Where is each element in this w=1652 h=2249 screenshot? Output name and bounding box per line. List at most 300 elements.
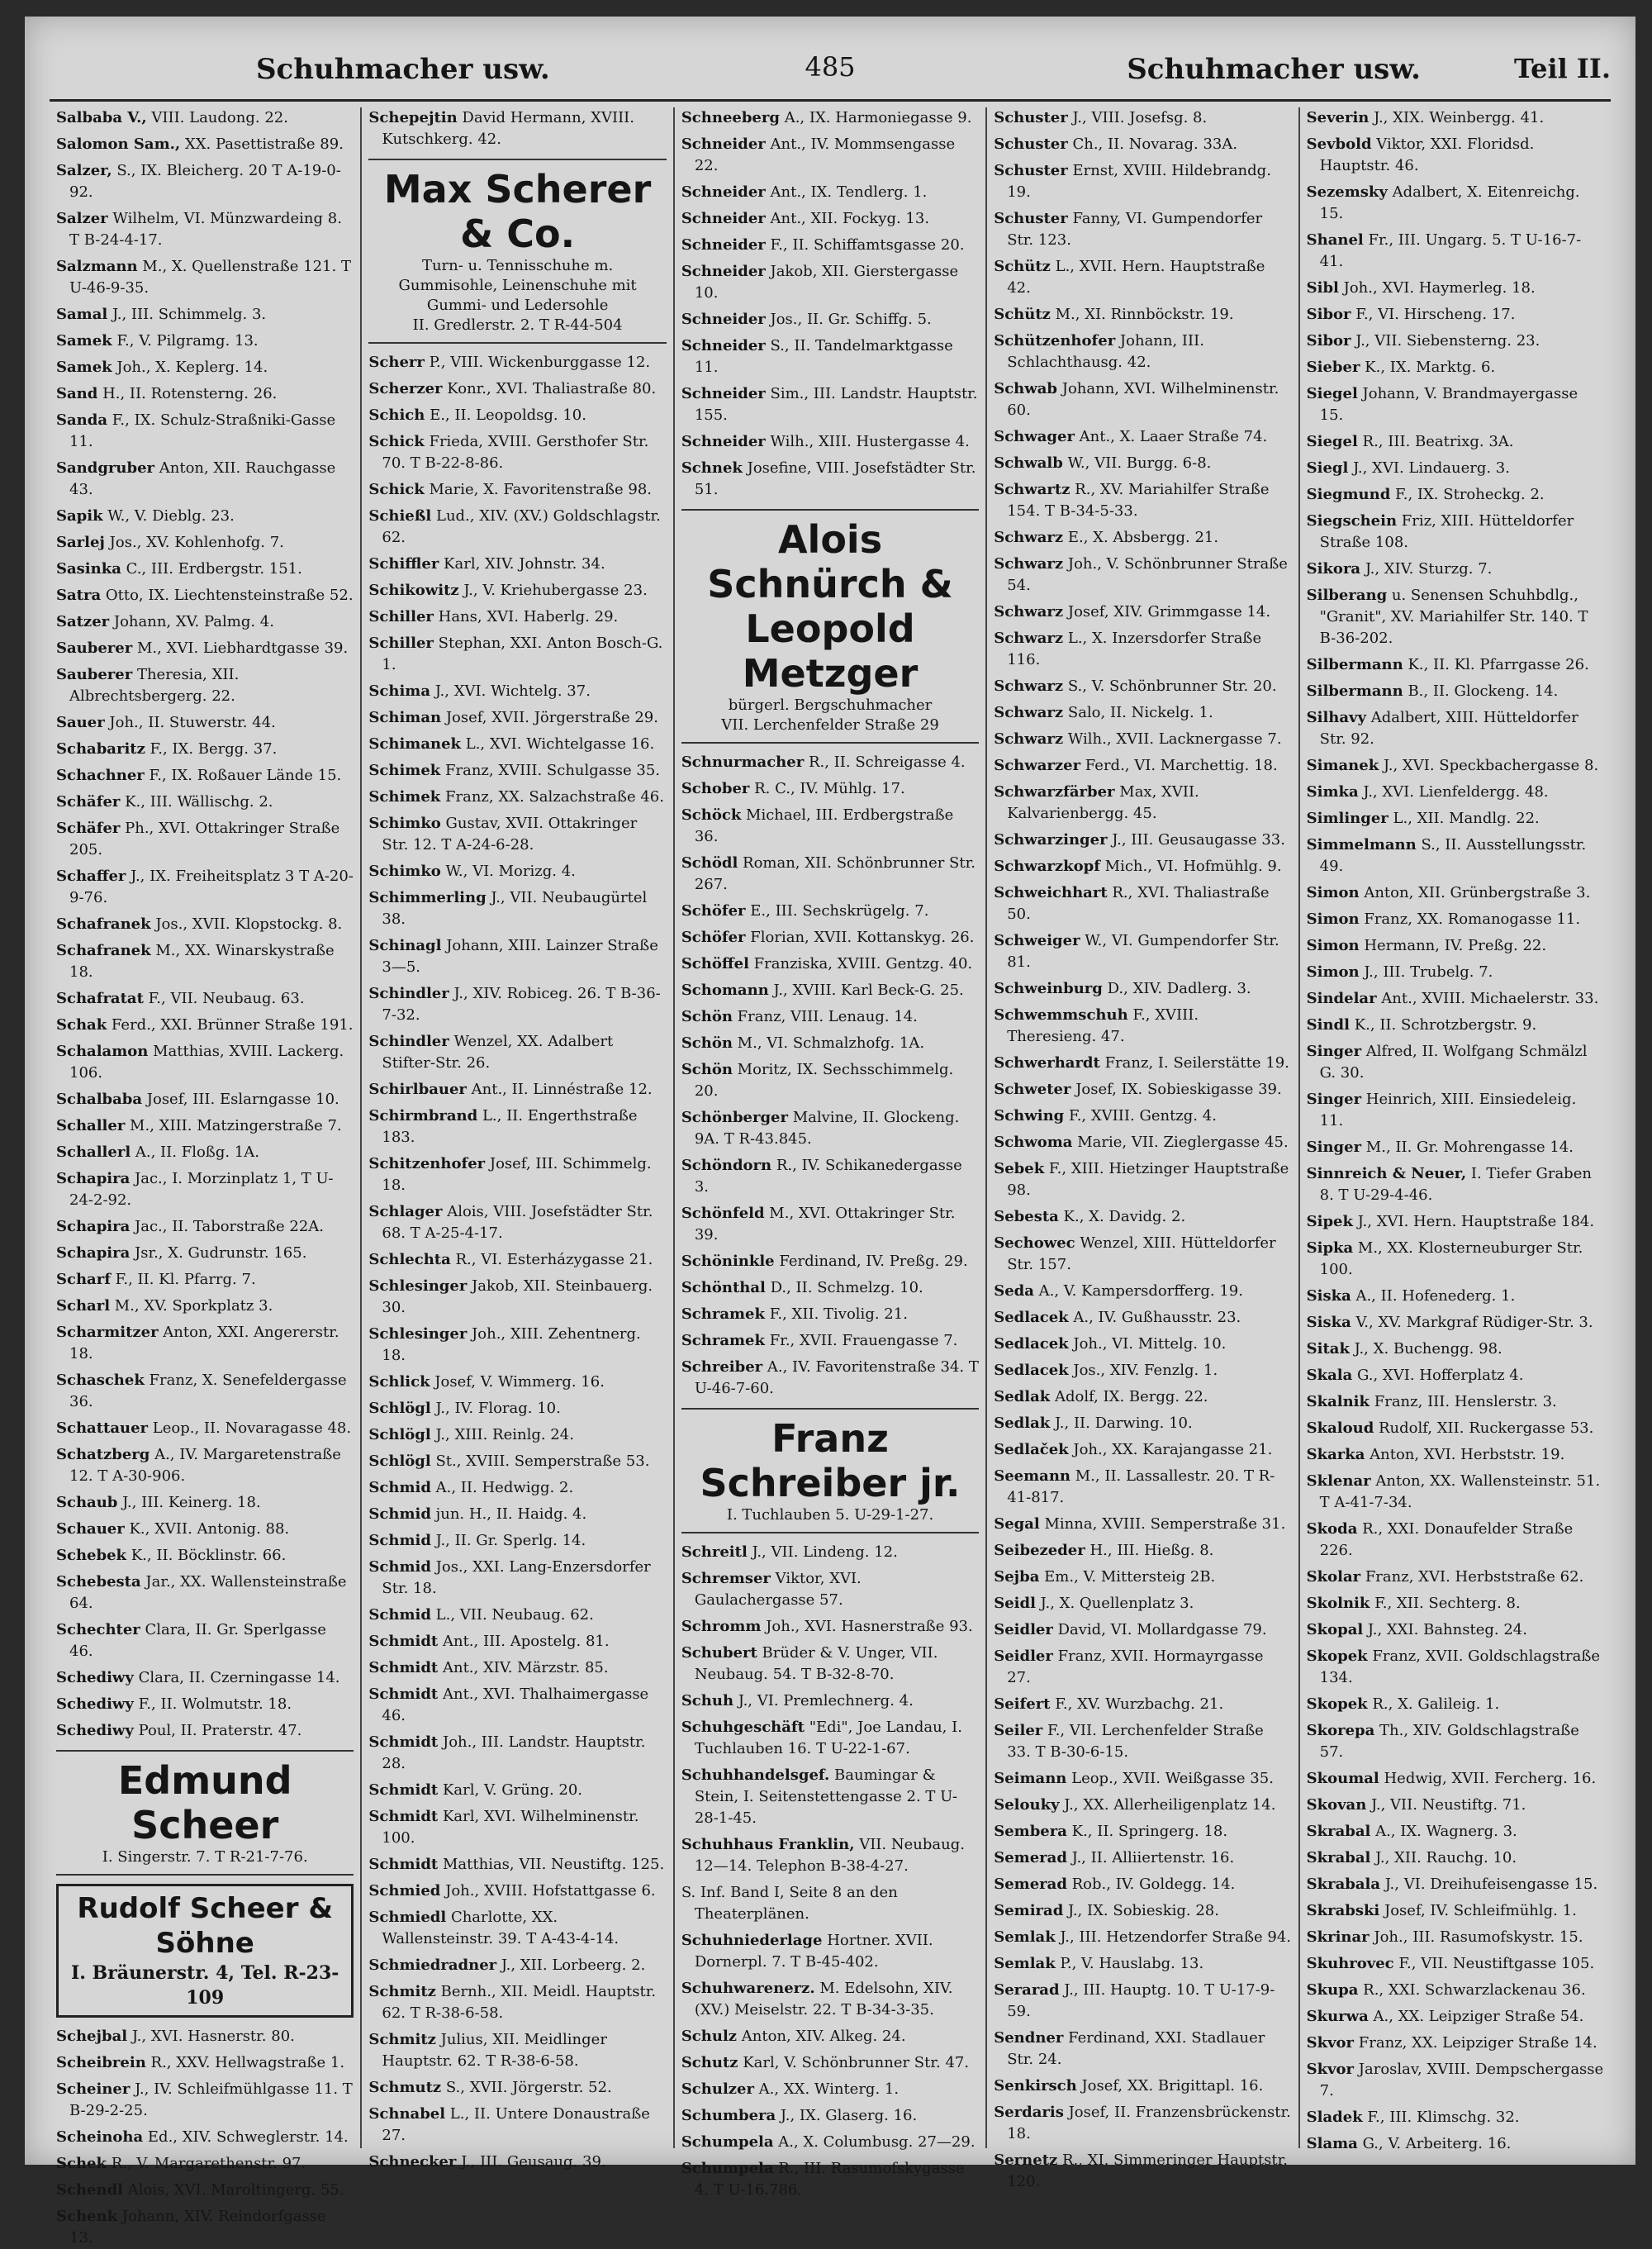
entry-details: M. Edelsohn, XIV. (XV.) Meiselstr. 22. T B-34-3-35.: [694, 1980, 953, 2018]
entry-details: A., II. Hedwigg. 2.: [430, 1479, 574, 1496]
directory-entry: [994, 453, 1291, 474]
entry-details: R., XXV. Hellwagstraße 1.: [145, 2054, 345, 2071]
entry-name: Schuhhandelsgef.: [681, 1766, 830, 1784]
entry-details: K., XVII. Antonig. 88.: [124, 1520, 290, 1538]
entry-name: Skoda: [1306, 1520, 1358, 1538]
entry-details: jun. H., II. Haidg. 4.: [430, 1505, 587, 1523]
directory-entry: [1307, 1900, 1604, 1922]
entry-details: Ant., XVIII. Michaelerstr. 33.: [1376, 990, 1599, 1007]
entry-details: Konr., XVI. Thaliastraße 80.: [442, 380, 657, 397]
directory-entry: [1307, 654, 1604, 676]
entry-name: Schima: [368, 682, 430, 700]
entry-name: Schaffer: [56, 868, 126, 885]
entry-name: Schmid: [368, 1479, 431, 1496]
entry-name: Schirmbrand: [368, 1107, 478, 1124]
directory-entry: [56, 638, 354, 659]
directory-entry: [368, 1732, 666, 1775]
entry-name: Schönberger: [681, 1109, 788, 1126]
entry-name: Schreiber: [681, 1358, 763, 1376]
directory-entry: [56, 107, 354, 129]
directory-entry: [994, 930, 1291, 973]
directory-entry: [994, 1132, 1291, 1153]
directory-entry: [1307, 585, 1604, 649]
entry-details: Adalbert, XIII. Hütteldorfer Str. 92.: [1319, 709, 1578, 748]
entry-details: L., XII. Mandlg. 22.: [1388, 810, 1540, 827]
entry-details: Leop., XVII. Weißgasse 35.: [1066, 1770, 1274, 1787]
directory-entry: [994, 1466, 1291, 1509]
entry-name: Schwemmschuh: [994, 1006, 1128, 1024]
entry-name: Skaloud: [1306, 1419, 1374, 1437]
directory-entry: [56, 2079, 354, 2122]
entry-details: Rudolf, XII. Ruckergasse 53.: [1374, 1419, 1594, 1437]
directory-entry: [1307, 2107, 1604, 2128]
entry-name: Schönthal: [681, 1279, 766, 1296]
entry-name: Schneider: [681, 263, 766, 280]
entry-name: Singer: [1306, 1091, 1362, 1108]
directory-entry: [994, 1206, 1291, 1228]
entry-details: S. Inf. Band I, Seite 8 an den Theaterplänen.: [681, 1884, 898, 1923]
directory-entry: [994, 1980, 1291, 2023]
header-right: Schuhmacher usw.: [1127, 53, 1421, 86]
entry-name: Schmid: [368, 1532, 431, 1549]
entry-name: Seifert: [994, 1695, 1051, 1713]
directory-entry: [368, 606, 666, 628]
directory-entry: [56, 458, 354, 501]
directory-entry: [994, 1307, 1291, 1329]
entry-name: Satzer: [56, 613, 110, 630]
entry-name: Schuhgeschäft: [681, 1719, 805, 1736]
entry-name: Schwing: [994, 1107, 1065, 1124]
entry-details: M., XVI. Ottakringer Str. 39.: [694, 1205, 956, 1243]
entry-name: Schneider: [681, 236, 766, 254]
directory-entry: [368, 1955, 666, 1976]
entry-name: Schneider: [681, 337, 766, 354]
entry-name: Skrabal: [1306, 1823, 1371, 1840]
directory-entry: [56, 765, 354, 787]
entry-details: Franziska, XVIII. Gentzg. 40.: [748, 955, 973, 972]
entry-details: R., III. Beatrixg. 3A.: [1357, 433, 1514, 450]
entry-details: Jar., XX. Wallensteinstraße 64.: [69, 1573, 347, 1612]
entry-details: R., XVI. Thaliastraße 50.: [1007, 884, 1270, 923]
directory-entry: [994, 378, 1291, 421]
directory-entry: [1307, 681, 1604, 702]
directory-entry: [368, 1907, 666, 1950]
entry-details: J., VII. Neubaugürtel 38.: [382, 889, 648, 928]
entry-name: Schweiger: [994, 932, 1080, 949]
directory-entry: [368, 1557, 666, 1600]
directory-entry: [368, 2077, 666, 2099]
directory-entry: [56, 1545, 354, 1567]
directory-entry: [1307, 1927, 1604, 1948]
entry-details: Josefine, VIII. Josefstädter Str. 51.: [694, 459, 976, 498]
directory-entry: [368, 580, 666, 601]
entry-details: P., VIII. Wickenburggasse 12.: [424, 354, 651, 371]
directory-entry: [368, 935, 666, 978]
entry-details: Poul, II. Praterstr. 47.: [133, 1722, 302, 1739]
directory-page: [25, 17, 1635, 2247]
entry-name: Schick: [368, 433, 425, 450]
entry-name: Schmid: [368, 1606, 431, 1624]
ad-title: Rudolf Scheer & Söhne: [77, 1892, 333, 1960]
entry-details: Anton, XIV. Alkeg. 24.: [737, 2028, 906, 2045]
entry-details: F., VII. Lerchenfelder Straße 33. T B-30-6-15.: [1007, 1722, 1264, 1761]
entry-name: Sevbold: [1306, 136, 1372, 153]
entry-name: Sasinka: [56, 560, 121, 578]
entry-details: A., IV. Margaretenstraße 12. T A-30-906.: [69, 1446, 341, 1485]
entry-details: Karl, XVI. Wilhelminenstr. 100.: [382, 1808, 639, 1847]
directory-entry: [681, 1304, 979, 1325]
entry-name: Skorepa: [1306, 1722, 1375, 1739]
entry-name: Sezemsky: [1306, 183, 1388, 201]
column-3: [675, 107, 987, 2199]
entry-name: Simon: [1306, 937, 1360, 954]
entry-name: Schulz: [681, 2028, 738, 2045]
entry-name: Simon: [1306, 884, 1360, 901]
directory-entry: [368, 681, 666, 702]
directory-entry: [1307, 882, 1604, 904]
entry-details: R., XI. Simmeringer Hauptstr. 120.: [1007, 2152, 1288, 2190]
entry-details: J., II. Gr. Sperlg. 14.: [430, 1532, 586, 1549]
entry-name: Schießl: [368, 507, 432, 525]
entry-name: Schober: [681, 780, 750, 797]
directory-entry: [368, 1684, 666, 1727]
entry-details: Gustav, XVII. Ottakringer Str. 12. T A-24-6-28.: [382, 815, 638, 853]
entry-name: Silhavy: [1306, 709, 1366, 726]
entry-name: Schebek: [56, 1547, 127, 1564]
entry-name: Skoumal: [1306, 1770, 1379, 1787]
directory-entry: [1307, 1391, 1604, 1413]
entry-details: Minna, XVIII. Semperstraße 31.: [1039, 1515, 1286, 1533]
entry-name: Schmitz: [368, 2031, 436, 2048]
entry-name: Schmidt: [368, 1781, 439, 1799]
entry-name: Schiller: [368, 635, 434, 652]
entry-name: Schöninkle: [681, 1253, 775, 1270]
entry-details: A., IV. Gußhausstr. 23.: [1068, 1309, 1241, 1326]
directory-entry: [368, 734, 666, 755]
entry-details: J., IV. Schleifmühlgasse 11. T B-29-2-25.: [69, 2080, 353, 2119]
entry-name: Skurwa: [1306, 2008, 1369, 2025]
entry-name: Siegel: [1306, 433, 1358, 450]
entry-details: K., IX. Marktg. 6.: [1360, 359, 1496, 376]
entry-details: M., VI. Schmalzhofg. 1A.: [732, 1034, 925, 1052]
entry-details: K., II. Böcklinstr. 66.: [126, 1547, 287, 1564]
directory-entry: [1307, 935, 1604, 957]
directory-entry: [994, 2075, 1291, 2097]
entry-details: J., II. Alliiertenstr. 16.: [1066, 1849, 1235, 1866]
entry-details: Joh., XVI. Hasnerstraße 93.: [761, 1618, 973, 1635]
directory-entry: [1307, 1338, 1604, 1360]
entry-details: J., XVI. Speckbachergasse 8.: [1379, 757, 1599, 774]
directory-entry: [368, 1477, 666, 1499]
directory-entry: [56, 330, 354, 352]
advertisement: [681, 509, 979, 744]
directory-entry: [368, 1276, 666, 1319]
directory-entry: [994, 755, 1291, 777]
column-5: [1300, 107, 1611, 2152]
directory-entry: [1307, 304, 1604, 326]
entry-name: Schwarz: [994, 555, 1064, 573]
directory-entry: [368, 1424, 666, 1446]
directory-entry: [994, 1900, 1291, 1922]
directory-entry: [56, 410, 354, 453]
entry-name: Schuhniederlage: [681, 1932, 823, 1949]
directory-entry: [681, 901, 979, 922]
entry-name: Schediwy: [56, 1722, 134, 1739]
entry-details: J., VI. Premlechnerg. 4.: [733, 1692, 914, 1709]
directory-entry: [368, 1780, 666, 1801]
entry-details: Ferd., XXI. Brünner Straße 191.: [107, 1016, 354, 1034]
entry-name: Schwarz: [994, 704, 1064, 721]
entry-details: M., II. Gr. Mohrengasse 14.: [1361, 1139, 1574, 1156]
entry-details: H., II. Rotensterng. 26.: [97, 385, 278, 402]
entry-name: Salbaba V.,: [56, 109, 147, 126]
directory-entry: [681, 1542, 979, 1563]
entry-details: XX. Pasettistraße 89.: [180, 136, 344, 153]
entry-details: F., VI. Hirscheng. 17.: [1351, 306, 1516, 323]
entry-details: Jos., XVII. Klopstockg. 8.: [150, 915, 343, 933]
directory-entry: [1307, 1619, 1604, 1641]
directory-entry: [994, 782, 1291, 825]
entry-details: u. Senensen Schuhbdlg., "Granit", XV. Mariahilfer Str. 140. T B-36-202.: [1319, 587, 1588, 647]
entry-name: Schuster: [994, 109, 1068, 126]
entry-details: Ch., II. Novarag. 33A.: [1067, 136, 1238, 153]
entry-details: J., III. Keinerg. 18.: [117, 1494, 261, 1511]
entry-name: Skrabala: [1306, 1876, 1380, 1893]
entry-details: Joh., XX. Karajangasse 21.: [1068, 1441, 1273, 1458]
directory-entry: [681, 1277, 979, 1299]
directory-entry: [994, 1386, 1291, 1408]
entry-name: Shanel: [1306, 231, 1364, 249]
entry-name: Schramek: [681, 1305, 765, 1323]
entry-details: J., XIV. Sturzg. 7.: [1360, 560, 1493, 578]
entry-details: Wilh., XVII. Lacknergasse 7.: [1063, 730, 1282, 748]
directory-entry: [681, 953, 979, 975]
advertisement: [681, 1408, 979, 1533]
entry-name: Seibezeder: [994, 1542, 1085, 1559]
directory-entry: [56, 1243, 354, 1264]
entry-details: Ferd., VI. Marchettig. 18.: [1080, 757, 1278, 774]
entry-details: F., II. Wolmutstr. 18.: [133, 1695, 292, 1713]
entry-details: Marie, X. Favoritenstraße 98.: [424, 481, 653, 498]
entry-details: K., X. Davidg. 2.: [1058, 1208, 1186, 1225]
entry-name: Skuhrovec: [1306, 1955, 1394, 1972]
directory-entry: [56, 712, 354, 734]
entry-details: Em., V. Mittersteig 2B.: [1039, 1568, 1216, 1586]
entry-details: Franz, X. Senefeldergasse 36.: [69, 1372, 347, 1410]
entry-details: Otto, IX. Liechtensteinstraße 52.: [101, 587, 354, 604]
directory-entry: [368, 2029, 666, 2072]
entry-name: Schejbal: [56, 2028, 128, 2045]
directory-entry: [681, 853, 979, 896]
directory-entry: [56, 1089, 354, 1110]
entry-name: Schapira: [56, 1244, 131, 1262]
entry-name: Scheibrein: [56, 2054, 146, 2071]
entry-details: Alfred, II. Wolfgang Schmälzl G. 30.: [1319, 1043, 1588, 1082]
directory-entry: [1307, 357, 1604, 378]
entry-details: F., VII. Neubaug. 63.: [143, 990, 305, 1007]
directory-entry: [994, 1439, 1291, 1461]
entry-details: L., II. Untere Donaustraße 27.: [382, 2105, 650, 2144]
entry-name: Selouky: [994, 1796, 1060, 1814]
directory-entry: [994, 554, 1291, 597]
entry-details: L., VII. Neubaug. 62.: [430, 1606, 594, 1624]
entry-details: L., XVII. Hern. Hauptstraße 42.: [1007, 258, 1265, 297]
directory-entry: [681, 1357, 979, 1400]
entry-details: Karl, V. Schönbrunner Str. 47.: [738, 2054, 970, 2071]
entry-name: Schulzer: [681, 2080, 754, 2098]
entry-name: Senkirsch: [994, 2077, 1077, 2094]
entry-name: Simanek: [1306, 757, 1379, 774]
entry-details: Matthias, VII. Neustiftg. 125.: [438, 1856, 665, 1873]
directory-entry: [994, 107, 1291, 129]
directory-entry: [56, 2026, 354, 2047]
entry-name: Scherr: [368, 354, 425, 371]
entry-name: Schmidt: [368, 1633, 439, 1650]
advertisement: [56, 1884, 354, 2018]
entry-name: Schwarz: [994, 678, 1064, 695]
entry-details: R., IV. Schikanedergasse 3.: [694, 1157, 962, 1196]
directory-entry: [56, 1492, 354, 1514]
entry-details: Ant., III. Apostelg. 81.: [438, 1633, 610, 1650]
entry-details: Hans, XVI. Haberlg. 29.: [433, 608, 619, 625]
ad-subtitle: I. Singerstr. 7. T R-21-7-76.: [102, 1848, 308, 1866]
entry-name: Sieber: [1306, 359, 1360, 376]
entry-name: Schek: [56, 2155, 107, 2172]
ad-subtitle: bürgerl. Bergschuhmacher: [728, 697, 933, 714]
directory-entry: [1307, 1041, 1604, 1084]
directory-entry: [994, 1053, 1291, 1074]
directory-entry: [994, 426, 1291, 448]
entry-name: Schöfer: [681, 902, 746, 920]
entry-details: Josef, XIV. Grimmgasse 14.: [1063, 603, 1271, 620]
entry-details: W., VI. Gumpendorfer Str. 81.: [1007, 932, 1279, 971]
entry-details: W., VI. Morizg. 4.: [440, 863, 576, 880]
entry-name: Schäfer: [56, 820, 121, 837]
entry-name: Salzmann: [56, 258, 138, 275]
directory-entry: [56, 134, 354, 155]
directory-entry: [56, 818, 354, 861]
directory-entry: [56, 2153, 354, 2175]
entry-details: F., XVIII. Gentzg. 4.: [1064, 1107, 1217, 1124]
entry-details: Baumingar & Stein, I. Seitenstettengasse 2. T U-28-1-45.: [694, 1766, 958, 1827]
entry-name: Skalnik: [1306, 1393, 1370, 1410]
directory-entry: [681, 805, 979, 848]
directory-entry: [1307, 134, 1604, 177]
page-number: 485: [805, 51, 856, 83]
entry-details: G., XVI. Hofferplatz 4.: [1352, 1367, 1524, 1384]
directory-entry: [368, 1324, 666, 1367]
entry-details: E., II. Leopoldsg. 10.: [425, 407, 586, 424]
entry-name: Singer: [1306, 1139, 1362, 1156]
directory-entry: [994, 1005, 1291, 1048]
entry-details: A., II. Hofenederg. 1.: [1351, 1287, 1516, 1305]
entry-name: Schebesta: [56, 1573, 141, 1590]
entry-details: F., XIII. Hietzinger Hauptstraße 98.: [1007, 1160, 1289, 1199]
directory-entry: [1307, 1418, 1604, 1439]
advertisement: [56, 1750, 354, 1876]
entry-name: Sedlacek: [994, 1362, 1069, 1379]
entry-details: J., XIX. Weinbergg. 41.: [1369, 109, 1545, 126]
entry-details: A., II. Floßg. 1A.: [131, 1144, 259, 1161]
entry-details: Ferdinand, XXI. Stadlauer Str. 24.: [1007, 2029, 1265, 2068]
entry-details: Josef, II. Franzensbrückenstr. 18.: [1007, 2104, 1291, 2142]
entry-details: Joh., V. Schönbrunner Straße 54.: [1007, 555, 1288, 594]
entry-name: Sebesta: [994, 1208, 1059, 1225]
entry-details: J., VIII. Josefsg. 8.: [1067, 109, 1208, 126]
entry-name: Schafranek: [56, 942, 151, 959]
entry-name: Schönfeld: [681, 1205, 765, 1222]
entry-details: J., III. Geusaugasse 33.: [1107, 831, 1285, 849]
directory-entry: [681, 778, 979, 800]
entry-name: Schabaritz: [56, 740, 145, 758]
entry-name: Schütz: [994, 258, 1051, 275]
directory-entry: [1307, 1312, 1604, 1334]
entry-details: Joh., II. Stuwerstr. 44.: [104, 714, 276, 731]
entry-name: Schwalb: [994, 454, 1063, 472]
directory-entry: [56, 1168, 354, 1211]
entry-name: Schöndorn: [681, 1157, 772, 1174]
entry-name: Severin: [1306, 109, 1370, 126]
directory-entry: [994, 676, 1291, 697]
directory-entry: [1307, 1953, 1604, 1975]
directory-entry: [1307, 834, 1604, 877]
directory-entry: [368, 1530, 666, 1552]
entry-details: Joh., III. Rasumofskystr. 15.: [1369, 1928, 1583, 1946]
entry-details: S., XVII. Jörgerstr. 52.: [441, 2079, 612, 2096]
directory-entry: [994, 527, 1291, 549]
directory-entry: [368, 1031, 666, 1074]
entry-name: Seemann: [994, 1467, 1071, 1485]
entry-name: Schmidt: [368, 1659, 439, 1676]
entry-details: Joh., XIII. Zehentnerg. 18.: [382, 1325, 641, 1364]
entry-details: J., XVI. Lienfeldergg. 48.: [1358, 783, 1549, 801]
entry-name: Schwarzkopf: [994, 858, 1100, 875]
entry-name: Schediwy: [56, 1669, 134, 1686]
directory-entry: [681, 927, 979, 949]
entry-details: E., III. Sechskrügelg. 7.: [745, 902, 929, 920]
column-4: [987, 107, 1299, 2190]
entry-details: S., II. Ausstellungsstr. 49.: [1319, 836, 1587, 875]
directory-entry: [994, 2028, 1291, 2071]
directory-entry: [1307, 1365, 1604, 1386]
entry-details: Malvine, II. Glockeng. 9A. T R-43.845.: [694, 1109, 960, 1148]
entry-details: Anton, XII. Grünbergstraße 3.: [1359, 884, 1591, 901]
entry-details: S., II. Tandelmarktgasse 11.: [694, 337, 953, 376]
entry-name: Schaller: [56, 1117, 126, 1134]
entry-details: Alois, XVI. Maroltingerg. 55.: [123, 2181, 344, 2199]
entry-details: Moritz, IX. Sechsschimmelg. 20.: [694, 1061, 954, 1100]
directory-entry: [56, 1619, 354, 1662]
entry-details: F., IX. Bergg. 37.: [145, 740, 278, 758]
entry-name: Seda: [994, 1282, 1034, 1300]
entry-details: J., III. Hetzendorfer Straße 94.: [1055, 1928, 1292, 1946]
entry-name: Samal: [56, 306, 108, 323]
entry-name: Schütz: [994, 306, 1051, 323]
directory-entry: [681, 752, 979, 773]
directory-entry: [368, 2152, 666, 2173]
entry-details: J., II. Darwing. 10.: [1050, 1415, 1193, 1432]
entry-name: Schaub: [56, 1494, 118, 1511]
entry-name: Semlak: [994, 1955, 1056, 1972]
directory-columns: [50, 107, 1611, 2247]
directory-entry: [681, 309, 979, 330]
directory-entry: [1307, 559, 1604, 580]
entry-name: Schauer: [56, 1520, 125, 1538]
directory-entry: [681, 1006, 979, 1028]
entry-name: Schiman: [368, 709, 442, 726]
entry-name: Sedlaček: [994, 1441, 1069, 1458]
entry-name: Schafratat: [56, 990, 144, 1007]
